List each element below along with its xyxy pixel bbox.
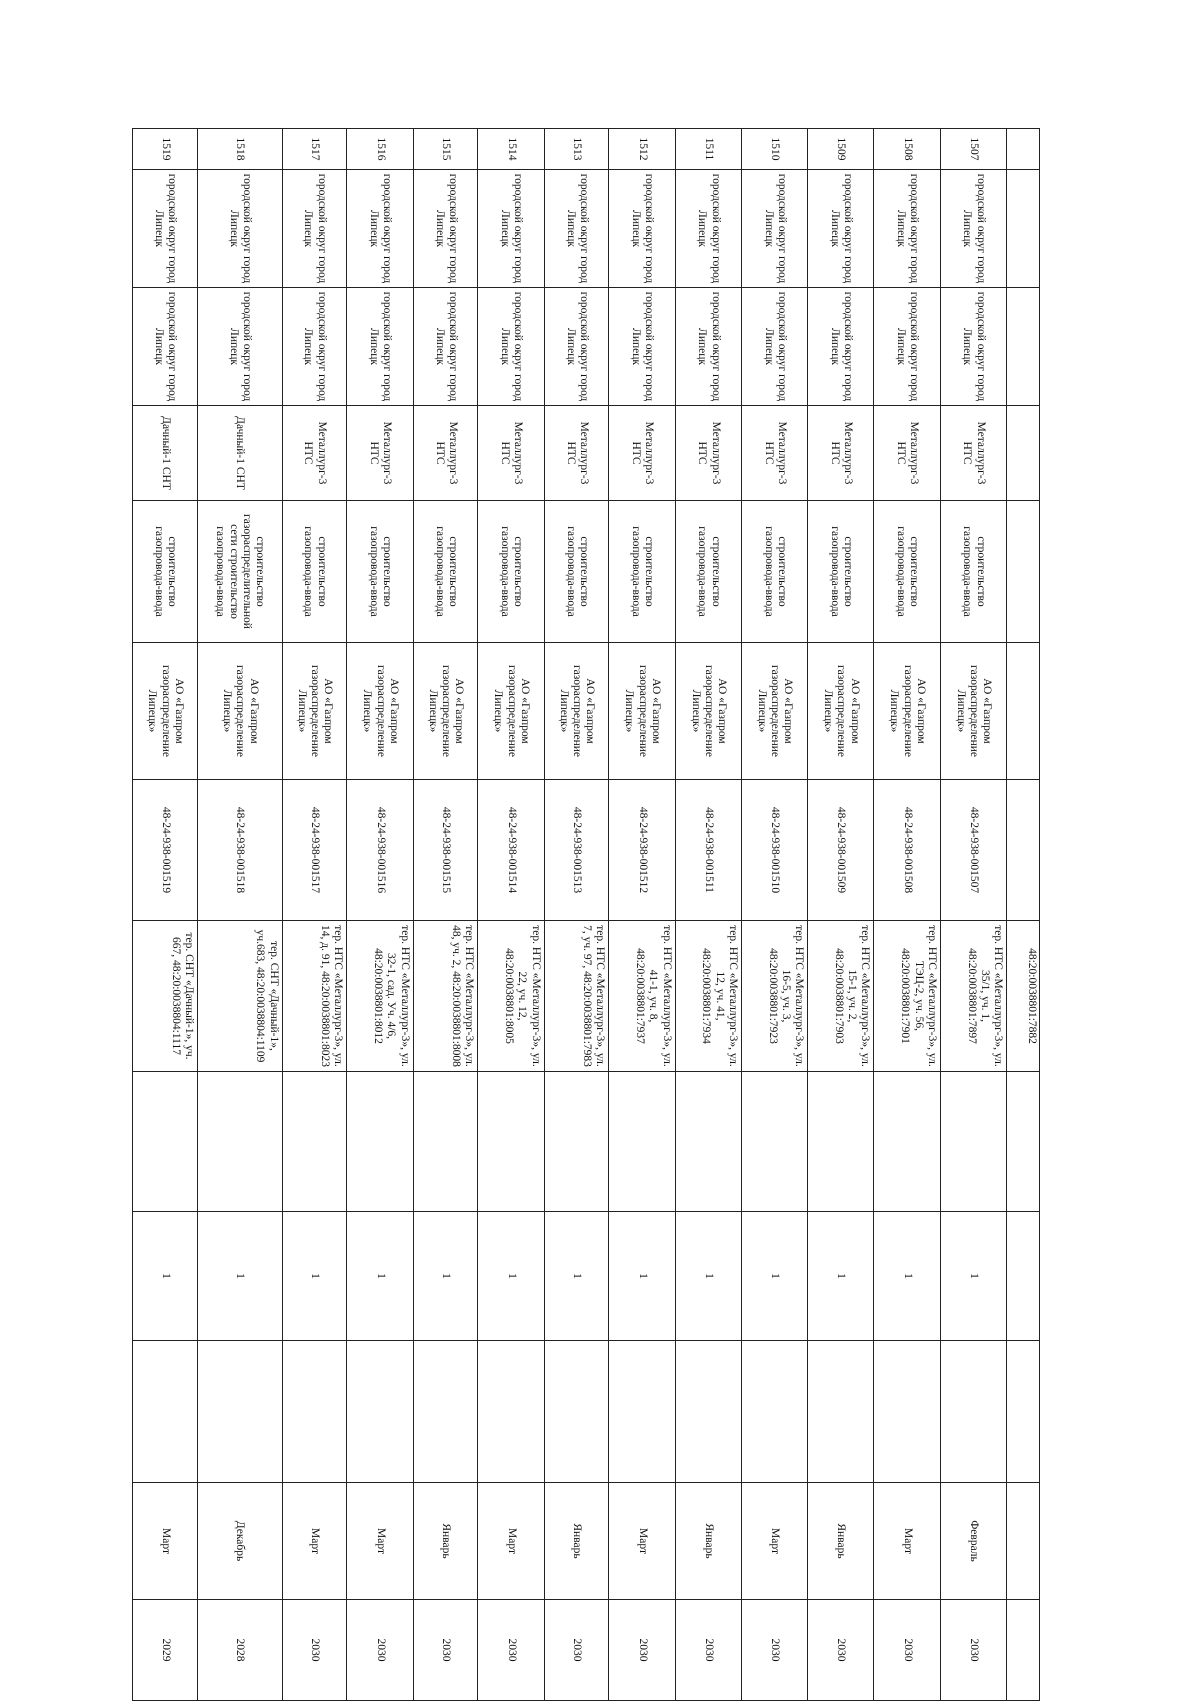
cell-empty: [413, 1341, 478, 1483]
cell-settlement: городской округ город Липецк: [133, 288, 198, 406]
cell-empty: [1007, 643, 1040, 780]
cell-organization: АО «Газпром газораспределение Липецк»: [675, 643, 741, 780]
cell-work-type: строительство газопровода-ввода: [675, 501, 741, 643]
cell-number: 1518: [197, 129, 282, 170]
cell-month: Январь: [413, 1483, 478, 1600]
cell-number: 1516: [347, 129, 413, 170]
cell-municipality: городской округ город Липецк: [609, 170, 675, 288]
cell-number: 1513: [544, 129, 609, 170]
cell-organization: АО «Газпром газораспределение Липецк»: [808, 643, 874, 780]
cell-month: Январь: [675, 1483, 741, 1600]
cell-count: 1: [478, 1212, 544, 1341]
cell-number: 1509: [808, 129, 874, 170]
cell-count: 1: [808, 1212, 874, 1341]
cell-empty: [347, 1072, 413, 1212]
cell-number: 1515: [413, 129, 478, 170]
cell-code: 48-24-938-001509: [808, 780, 874, 921]
cell-work-type: строительство газопровода-ввода: [940, 501, 1006, 643]
table-body: [133, 129, 1040, 1701]
cell-settlement: городской округ город Липецк: [413, 288, 478, 406]
cell-number: 1512: [609, 129, 675, 170]
cell-month: Февраль: [940, 1483, 1006, 1600]
cell-year: 2028: [197, 1600, 282, 1701]
cell-empty: [1007, 288, 1040, 406]
cell-month: Март: [347, 1483, 413, 1600]
cell-month: Март: [741, 1483, 807, 1600]
cell-year: 2030: [675, 1600, 741, 1701]
cell-address: тер. НТС «Металлург-3», ул. 48, уч. 2, 48:20:0038801:8008: [413, 921, 478, 1072]
cell-address: тер. НТС «Металлург-3», ул. 16-5, уч. 3, 48:20:0038801:7923: [741, 921, 807, 1072]
cell-year: 2030: [808, 1600, 874, 1701]
cell-code: 48-24-938-001519: [133, 780, 198, 921]
cell-municipality: городской округ город Липецк: [282, 170, 347, 288]
cell-territory: Металлург-3 НТС: [609, 406, 675, 501]
table-row: [347, 129, 413, 1701]
cell-empty: [675, 1072, 741, 1212]
cell-empty: [133, 1341, 198, 1483]
cell-month: Январь: [808, 1483, 874, 1600]
table-row: [940, 129, 1006, 1701]
cell-empty: [1007, 1212, 1040, 1341]
table-row: [478, 129, 544, 1701]
cell-empty: [1007, 406, 1040, 501]
cell-address: тер. НТС «Металлург-3», ул. 32-1, сад. Уч. 4/6, 48:20:0038801:8012: [347, 921, 413, 1072]
cell-month: Март: [133, 1483, 198, 1600]
cell-empty: [675, 1341, 741, 1483]
table-row: [413, 129, 478, 1701]
cell-settlement: городской округ город Липецк: [609, 288, 675, 406]
cell-work-type: строительство газопровода-ввода: [478, 501, 544, 643]
table-row: [741, 129, 807, 1701]
cell-municipality: городской округ город Липецк: [940, 170, 1006, 288]
cell-count: 1: [609, 1212, 675, 1341]
cell-work-type: строительство газопровода-ввода: [413, 501, 478, 643]
cell-count: 1: [197, 1212, 282, 1341]
cell-empty: [478, 1341, 544, 1483]
cell-empty: [197, 1341, 282, 1483]
cell-empty: [478, 1072, 544, 1212]
cell-work-type: строительство газопровода-ввода: [544, 501, 609, 643]
cell-empty: [282, 1072, 347, 1212]
cell-code: 48-24-938-001515: [413, 780, 478, 921]
cell-municipality: городской округ город Липецк: [197, 170, 282, 288]
cell-territory: Металлург-3 НТС: [741, 406, 807, 501]
cell-count: 1: [675, 1212, 741, 1341]
cell-month: Март: [874, 1483, 940, 1600]
cell-code: 48-24-938-001516: [347, 780, 413, 921]
cell-settlement: городской округ город Липецк: [940, 288, 1006, 406]
cell-organization: АО «Газпром газораспределение Липецк»: [413, 643, 478, 780]
cell-territory: Металлург-3 НТС: [544, 406, 609, 501]
table-row: [133, 129, 198, 1701]
cell-count: 1: [874, 1212, 940, 1341]
cell-municipality: городской округ город Липецк: [808, 170, 874, 288]
cell-empty: [874, 1341, 940, 1483]
cell-settlement: городской округ город Липецк: [544, 288, 609, 406]
cell-year: 2030: [478, 1600, 544, 1701]
cell-settlement: городской округ город Липецк: [874, 288, 940, 406]
cell-count: 1: [544, 1212, 609, 1341]
cell-address: тер. НТС «Металлург-3», ул. 22, уч. 12, 48:20:0038801:8005: [478, 921, 544, 1072]
cell-number: 1507: [940, 129, 1006, 170]
cell-empty: [808, 1072, 874, 1212]
cell-organization: АО «Газпром газораспределение Липецк»: [197, 643, 282, 780]
cell-code: 48-24-938-001508: [874, 780, 940, 921]
cell-code: 48-24-938-001514: [478, 780, 544, 921]
cell-year: 2030: [282, 1600, 347, 1701]
cell-code: 48-24-938-001512: [609, 780, 675, 921]
cell-empty: [874, 1072, 940, 1212]
cell-work-type: строительство газопровода-ввода: [874, 501, 940, 643]
cell-count: 1: [741, 1212, 807, 1341]
cell-empty: [544, 1072, 609, 1212]
rotated-page: [132, 128, 1040, 1700]
cell-territory: Металлург-3 НТС: [282, 406, 347, 501]
cell-count: 1: [413, 1212, 478, 1341]
cell-address: тер. НТС «Металлург-3», ул. 14, д. 91, 48:20:0038801:8023: [282, 921, 347, 1072]
table-row: [675, 129, 741, 1701]
cell-municipality: городской округ город Липецк: [741, 170, 807, 288]
cell-empty: [282, 1341, 347, 1483]
cell-address: тер. СНТ «Дачный-1», уч.683, 48:20:0038804:1109: [197, 921, 282, 1072]
cell-work-type: строительство газораспределительной сети строительство газопровода-ввода: [197, 501, 282, 643]
cell-empty: [347, 1341, 413, 1483]
cell-work-type: строительство газопровода-ввода: [609, 501, 675, 643]
cell-organization: АО «Газпром газораспределение Липецк»: [741, 643, 807, 780]
cell-number: 1519: [133, 129, 198, 170]
cell-settlement: городской округ город Липецк: [478, 288, 544, 406]
table-row: [282, 129, 347, 1701]
cell-empty: [940, 1341, 1006, 1483]
cell-organization: АО «Газпром газораспределение Липецк»: [874, 643, 940, 780]
cell-territory: Металлург-3 НТС: [940, 406, 1006, 501]
cell-empty: [1007, 780, 1040, 921]
cell-number: 1517: [282, 129, 347, 170]
cell-year: 2030: [940, 1600, 1006, 1701]
cell-organization: АО «Газпром газораспределение Липецк»: [478, 643, 544, 780]
cell-organization: АО «Газпром газораспределение Липецк»: [133, 643, 198, 780]
cell-work-type: строительство газопровода-ввода: [808, 501, 874, 643]
cell-code: 48-24-938-001518: [197, 780, 282, 921]
table-row: [874, 129, 940, 1701]
cell-municipality: городской округ город Липецк: [413, 170, 478, 288]
cell-year: 2030: [609, 1600, 675, 1701]
table-row: [197, 129, 282, 1701]
cell-empty: [1007, 1341, 1040, 1483]
cell-empty: [741, 1341, 807, 1483]
cell-work-type: строительство газопровода-ввода: [741, 501, 807, 643]
cell-settlement: городской округ город Липецк: [808, 288, 874, 406]
cell-territory: Дачный-1 СНТ: [197, 406, 282, 501]
cell-territory: Металлург-3 НТС: [413, 406, 478, 501]
cell-empty: [1007, 1072, 1040, 1212]
cell-empty: [197, 1072, 282, 1212]
cell-organization: АО «Газпром газораспределение Липецк»: [544, 643, 609, 780]
cell-empty: [609, 1341, 675, 1483]
cell-territory: Металлург-3 НТС: [675, 406, 741, 501]
cell-code: 48-24-938-001517: [282, 780, 347, 921]
cell-empty: [1007, 1483, 1040, 1600]
cell-organization: АО «Газпром газораспределение Липецк»: [347, 643, 413, 780]
cell-address: тер. НТС «Металлург-3», ул. ТЭЦ-2, уч. 56, 48:20:0038801:7901: [874, 921, 940, 1072]
table-row: [544, 129, 609, 1701]
table-row: [609, 129, 675, 1701]
cell-work-type: строительство газопровода-ввода: [133, 501, 198, 643]
cell-code: 48-24-938-001507: [940, 780, 1006, 921]
cell-count: 1: [282, 1212, 347, 1341]
cell-code: 48-24-938-001510: [741, 780, 807, 921]
cell-territory: Металлург-3 НТС: [874, 406, 940, 501]
cell-organization: АО «Газпром газораспределение Липецк»: [282, 643, 347, 780]
cell-empty: [1007, 1600, 1040, 1701]
cell-month: Март: [609, 1483, 675, 1600]
cell-municipality: городской округ город Липецк: [478, 170, 544, 288]
cell-year: 2030: [874, 1600, 940, 1701]
cell-address: тер. СНТ «Дачный-1», уч. 667, 48:20:0038804:1117: [133, 921, 198, 1072]
cell-year: 2030: [347, 1600, 413, 1701]
cell-cadastral: 48:20:0038801:7882: [1007, 921, 1040, 1072]
registry-table: [132, 128, 1040, 1701]
cell-year: 2030: [544, 1600, 609, 1701]
cell-municipality: городской округ город Липецк: [544, 170, 609, 288]
cell-empty: [133, 1072, 198, 1212]
cell-address: тер. НТС «Металлург-3», ул. 41-1, уч. 8, 48:20:0038801:7937: [609, 921, 675, 1072]
cell-settlement: городской округ город Липецк: [741, 288, 807, 406]
cell-month: Январь: [544, 1483, 609, 1600]
cell-empty: [1007, 129, 1040, 170]
cell-municipality: городской округ город Липецк: [874, 170, 940, 288]
cell-empty: [940, 1072, 1006, 1212]
cell-organization: АО «Газпром газораспределение Липецк»: [609, 643, 675, 780]
cell-address: тер. НТС «Металлург-3», ул. 15-1, уч. 2, 48:20:0038801:7903: [808, 921, 874, 1072]
cell-address: тер. НТС «Металлург-3», ул. 35/1, уч. 1, 48:20:0038801:7897: [940, 921, 1006, 1072]
cell-count: 1: [347, 1212, 413, 1341]
cell-settlement: городской округ город Липецк: [197, 288, 282, 406]
cell-month: Март: [478, 1483, 544, 1600]
cell-number: 1511: [675, 129, 741, 170]
cell-municipality: городской округ город Липецк: [347, 170, 413, 288]
cell-month: Март: [282, 1483, 347, 1600]
cell-empty: [413, 1072, 478, 1212]
cell-territory: Дачный-1 СНТ: [133, 406, 198, 501]
cell-settlement: городской округ город Липецк: [282, 288, 347, 406]
cell-settlement: городской округ город Липецк: [347, 288, 413, 406]
cell-work-type: строительство газопровода-ввода: [347, 501, 413, 643]
cell-empty: [741, 1072, 807, 1212]
cell-number: 1510: [741, 129, 807, 170]
cell-address: тер. НТС «Металлург-3», ул. 7, уч. 97, 48:20:0038801:7983: [544, 921, 609, 1072]
cell-year: 2030: [413, 1600, 478, 1701]
cell-code: 48-24-938-001511: [675, 780, 741, 921]
cell-address: тер. НТС «Металлург-3», ул. 12, уч. 41, 48:20:0038801:7934: [675, 921, 741, 1072]
cell-organization: АО «Газпром газораспределение Липецк»: [940, 643, 1006, 780]
cell-territory: Металлург-3 НТС: [808, 406, 874, 501]
cell-empty: [1007, 170, 1040, 288]
table-row-partial: [1007, 129, 1040, 1701]
cell-municipality: городской округ город Липецк: [675, 170, 741, 288]
cell-settlement: городской округ город Липецк: [675, 288, 741, 406]
cell-work-type: строительство газопровода-ввода: [282, 501, 347, 643]
cell-empty: [609, 1072, 675, 1212]
cell-empty: [1007, 501, 1040, 643]
cell-count: 1: [940, 1212, 1006, 1341]
cell-count: 1: [133, 1212, 198, 1341]
table-row: [808, 129, 874, 1701]
cell-number: 1508: [874, 129, 940, 170]
cell-year: 2029: [133, 1600, 198, 1701]
cell-month: Декабрь: [197, 1483, 282, 1600]
cell-empty: [808, 1341, 874, 1483]
cell-municipality: городской округ город Липецк: [133, 170, 198, 288]
cell-year: 2030: [741, 1600, 807, 1701]
cell-empty: [544, 1341, 609, 1483]
cell-code: 48-24-938-001513: [544, 780, 609, 921]
cell-number: 1514: [478, 129, 544, 170]
cell-territory: Металлург-3 НТС: [478, 406, 544, 501]
cell-territory: Металлург-3 НТС: [347, 406, 413, 501]
